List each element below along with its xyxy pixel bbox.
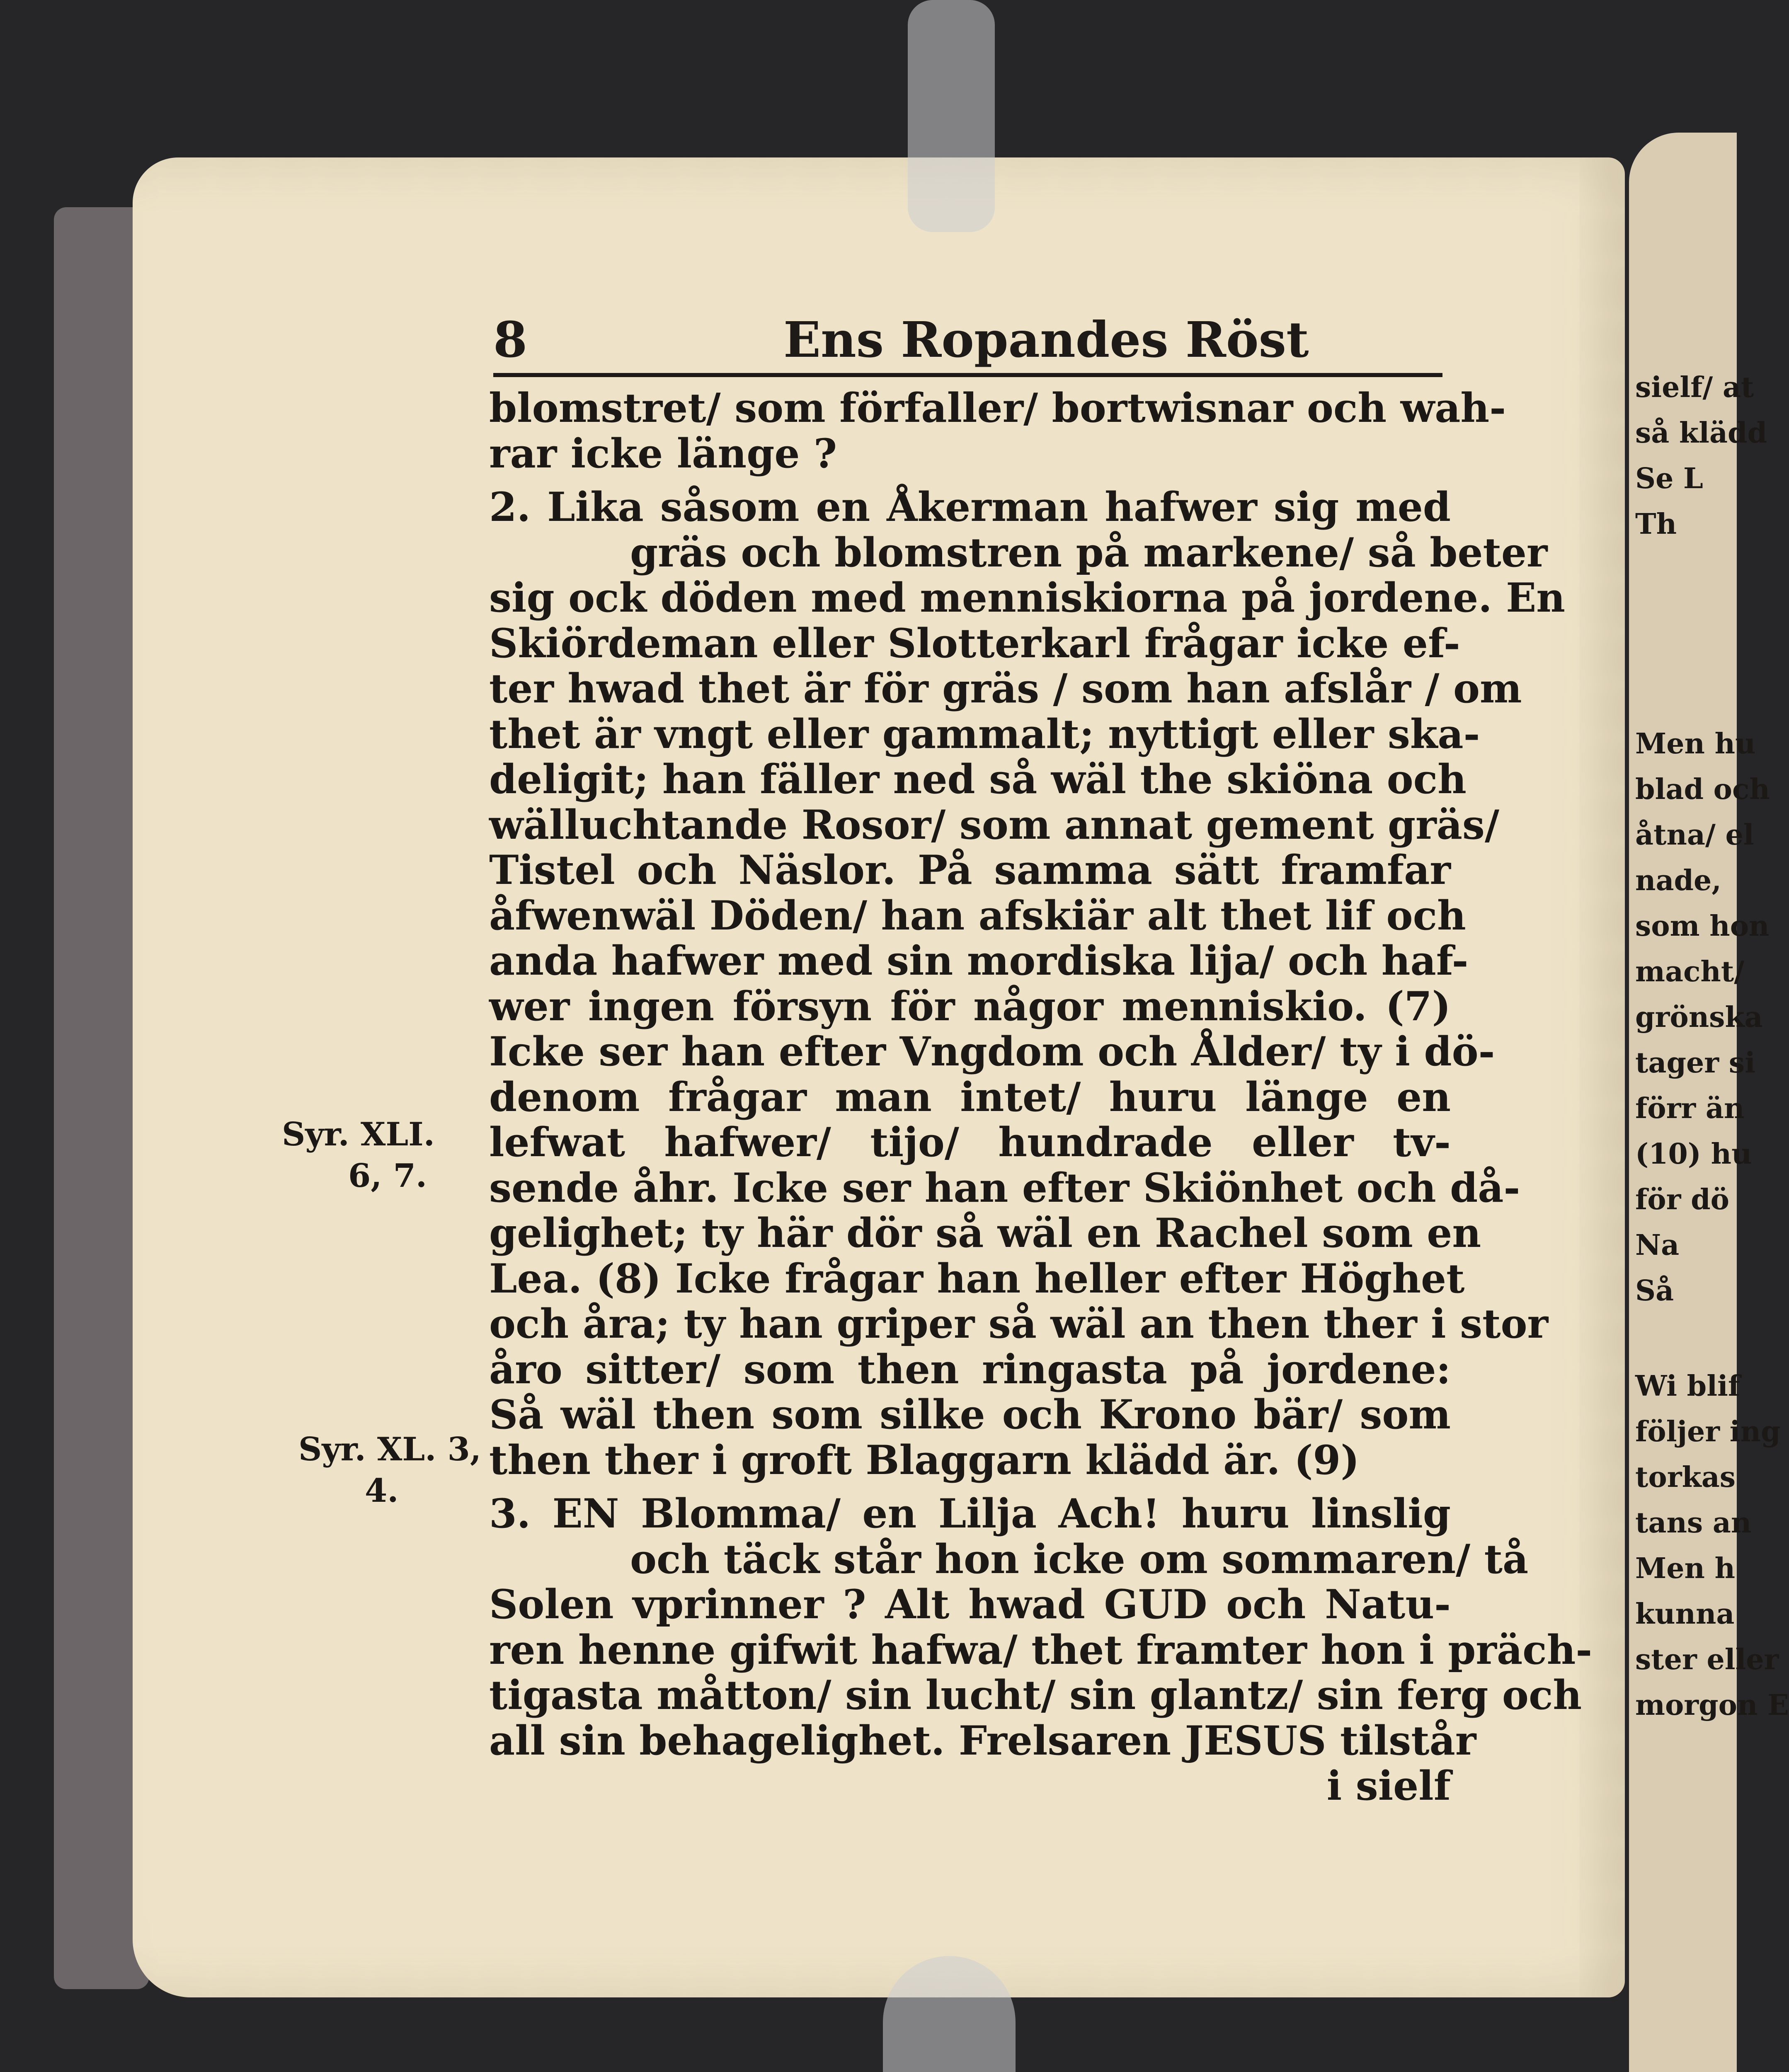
text-line: deligit; han fäller ned så wäl the skiöna och <box>489 756 1467 803</box>
text-line: och åra; ty han griper så wäl an then ther i stor <box>489 1300 1549 1347</box>
text-line: tigasta måtton/ sin lucht/ sin glantz/ sin ferg och <box>489 1672 1582 1719</box>
facing-line: Så <box>1635 1274 1674 1307</box>
facing-line: Wi blif <box>1635 1370 1741 1403</box>
text-line: 3. EN Blomma/ en Lilja Ach! huru linslig <box>489 1490 1451 1537</box>
facing-line: torkas <box>1635 1461 1736 1494</box>
text-line: åfwenwäl Döden/ han afskiär alt thet lif och <box>489 892 1466 939</box>
text-line: sig ock döden med menniskiorna på jordene. En <box>489 574 1566 621</box>
text-line: ren henne gifwit hafwa/ thet framter hon i präch- <box>489 1626 1593 1673</box>
text-line: denom frågar man intet/ huru länge en <box>489 1073 1451 1121</box>
facing-line: Na <box>1635 1229 1680 1262</box>
text-line: 2. Lika såsom en Åkerman hafwer sig med <box>489 484 1451 530</box>
facing-line: kunna <box>1635 1598 1735 1631</box>
running-head: Ens Ropandes Röst <box>783 311 1309 368</box>
top-clip <box>908 0 995 232</box>
facing-line: nade, <box>1635 864 1721 897</box>
text-line: all sin behagelighet. Frelsaren JESUS tilstår <box>489 1717 1476 1764</box>
facing-line: förr än <box>1635 1092 1745 1125</box>
main-text-block <box>489 385 1593 1809</box>
text-line: anda hafwer med sin mordiska lija/ och haf- <box>489 937 1469 984</box>
facing-line: Se L <box>1635 462 1703 495</box>
facing-line: Th <box>1635 508 1677 541</box>
margin-note: 4. <box>365 1472 399 1510</box>
facing-line: tager si <box>1635 1046 1755 1080</box>
facing-line: tans an <box>1635 1506 1752 1539</box>
text-line: Så wäl then som silke och Krono bär/ som <box>489 1391 1451 1438</box>
facing-line: ster eller <box>1635 1643 1779 1676</box>
facing-line: blad och <box>1635 773 1770 806</box>
text-line: blomstret/ som förfaller/ bortwisnar och wah- <box>489 385 1506 431</box>
margin-note: Syr. XLI. <box>282 1116 435 1153</box>
margin-note: 6, 7. <box>348 1157 427 1195</box>
facing-line: Men hu <box>1635 727 1756 760</box>
text-line: Icke ser han efter Vngdom och Ålder/ ty i dö- <box>489 1028 1495 1075</box>
text-line: Lea. (8) Icke frågar han heller efter Höghet <box>489 1255 1465 1302</box>
facing-line: för dö <box>1635 1183 1730 1216</box>
text-line: ter hwad thet är för gräs / som han afslår / om <box>489 665 1522 712</box>
text-line: then ther i groft Blaggarn klädd är. (9) <box>489 1436 1360 1484</box>
facing-line: morgon E <box>1635 1689 1789 1722</box>
catchword: i sielf <box>1326 1762 1451 1809</box>
text-line: lefwat hafwer/ tijo/ hundrade eller tv- <box>489 1119 1451 1166</box>
facing-line: Men h <box>1635 1552 1736 1585</box>
text-line: rar icke länge ? <box>489 430 837 477</box>
facing-page-text <box>1635 365 1789 1728</box>
facing-line: åtna/ el <box>1635 818 1754 852</box>
header-rule <box>493 373 1442 377</box>
text-line: Skiördeman eller Slotterkarl frågar icke ef- <box>489 620 1460 667</box>
facing-line: som hon <box>1635 910 1770 943</box>
text-line: Solen vprinner ? Alt hwad GUD och Natu- <box>489 1581 1451 1628</box>
page-header <box>493 311 1447 369</box>
facing-line: sielf/ at <box>1635 371 1754 404</box>
margin-note: Syr. XL. 3, <box>298 1431 481 1468</box>
text-line: sende åhr. Icke ser han efter Skiönhet och då- <box>489 1164 1520 1211</box>
facing-line: så klädd <box>1635 416 1767 450</box>
text-line: Tistel och Näslor. På samma sätt framfar <box>489 847 1451 893</box>
text-line: gräs och blomstren på markene/ så beter <box>630 529 1548 576</box>
facing-line: följer ing <box>1635 1415 1781 1448</box>
page-number: 8 <box>493 311 528 368</box>
text-line: gelighet; ty här dör så wäl en Rachel som en <box>489 1210 1481 1256</box>
text-line: wälluchtande Rosor/ som annat gement gräs/ <box>489 801 1500 848</box>
facing-line: macht/ <box>1635 955 1745 988</box>
text-line: thet är vngt eller gammalt; nyttigt eller ska- <box>489 710 1480 758</box>
text-line: och täck står hon icke om sommaren/ tå <box>630 1535 1529 1583</box>
facing-line: grönska <box>1635 1001 1763 1034</box>
text-line: wer ingen försyn för någor menniskio. (7) <box>489 983 1451 1030</box>
text-line: åro sitter/ som then ringasta på jordene: <box>489 1346 1451 1393</box>
facing-line: (10) hu <box>1635 1138 1752 1171</box>
